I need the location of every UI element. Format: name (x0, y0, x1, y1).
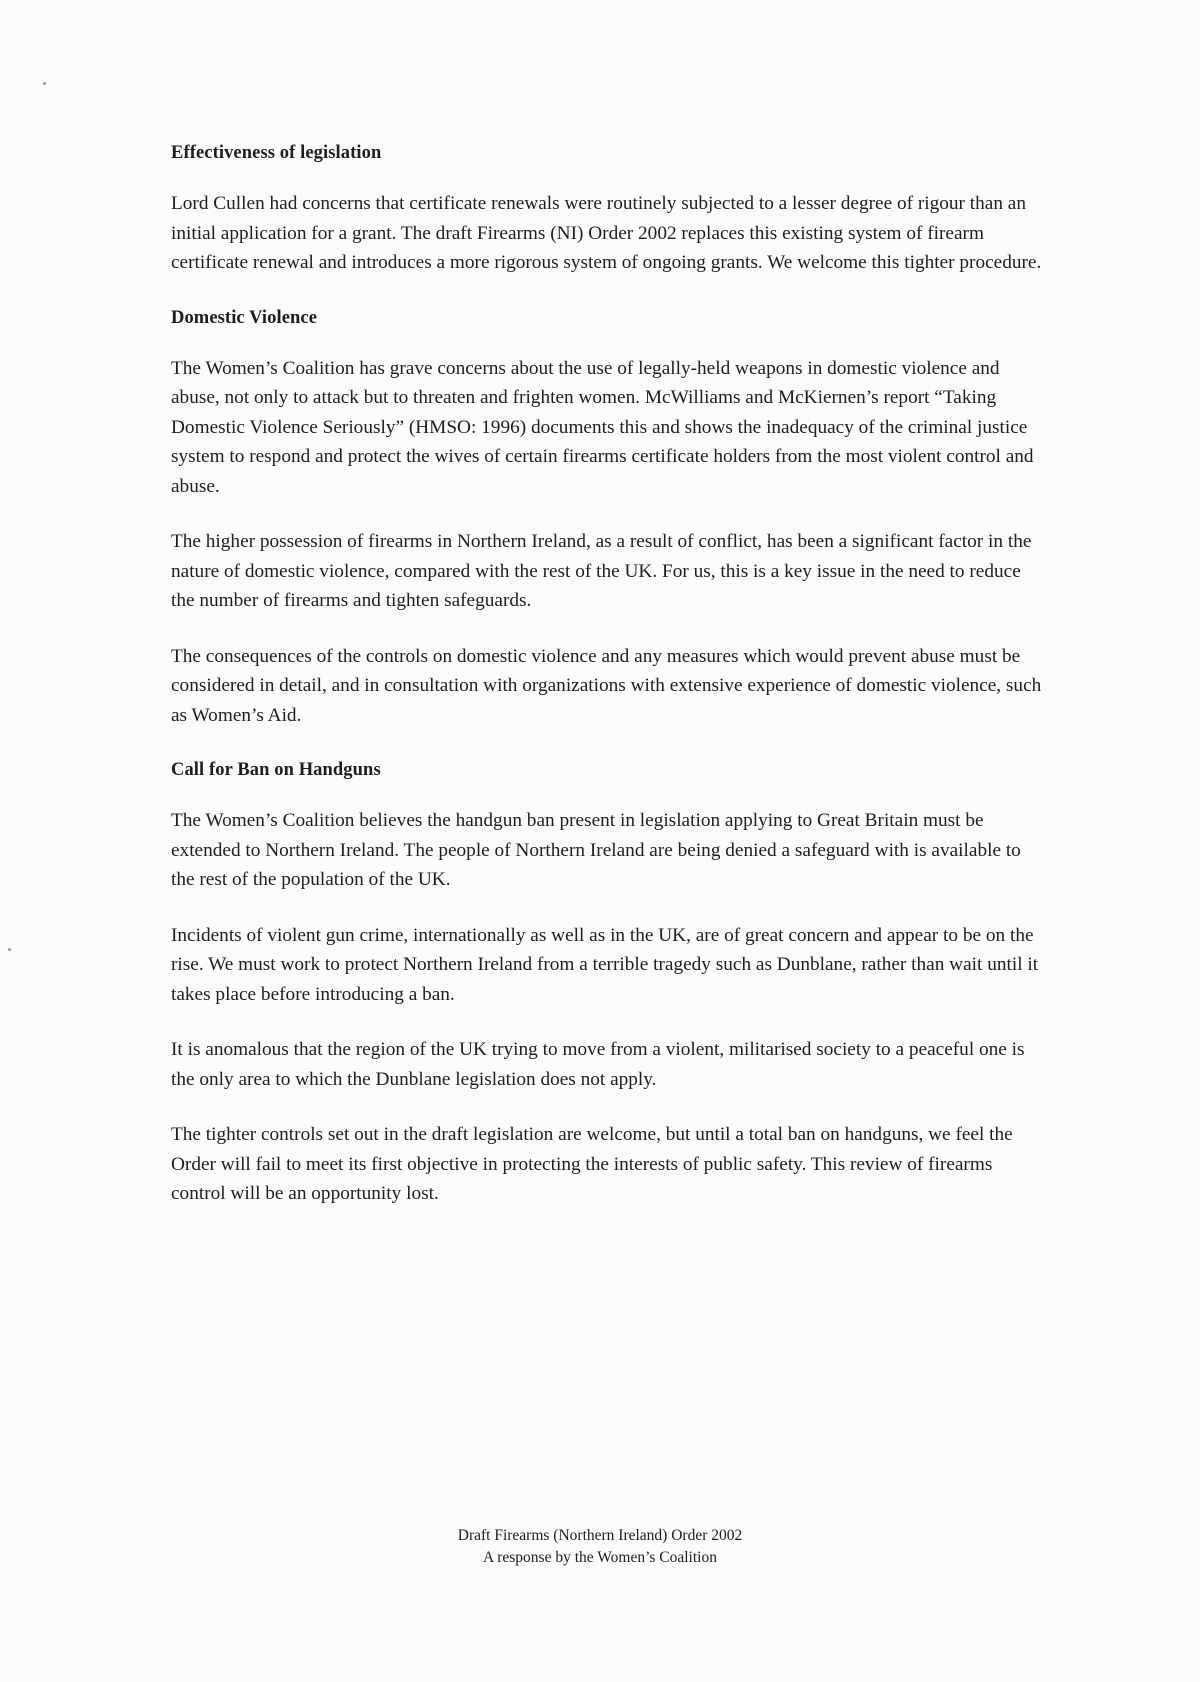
paragraph: The consequences of the controls on domestic violence and any measures which would prevent abuse must be considered in detail, and in consultation with organizations with extensive experience of domestic violence, such as Women’s Aid. (171, 645, 1042, 726)
paragraph: Incidents of violent gun crime, internationally as well as in the UK, are of great concern and appear to be on the rise. We must work to protect Northern Ireland from a terrible tragedy such as Dunblane, rather than wait until it takes place before introducing a ban. (171, 924, 1039, 1005)
paragraph: The Women’s Coalition has grave concerns about the use of legally-held weapons in domestic violence and abuse, not only to attack but to threaten and frighten women. McWilliams and McKiernen’s report “Taking Domestic Violence Seriously” (HMSO: 1996) documents this and shows the inadequacy of the criminal justice system to respond and protect the wives of certain firearms certificate holders from the most violent control and abuse. (171, 357, 1034, 497)
section-domestic-violence (171, 304, 1046, 731)
scan-speck (43, 82, 46, 85)
paragraph: Lord Cullen had concerns that certificate renewals were routinely subjected to a lesser degree of rigour than an initial application for a grant. The draft Firearms (NI) Order 2002 replaces this existing system of firearm certificate renewal and introduces a more rigorous system of ongoing grants. We welcome this tighter procedure. (171, 193, 1042, 273)
paragraph: It is anomalous that the region of the UK trying to move from a violent, militarised society to a peaceful one is the only area to which the Dunblane legislation does not apply. (171, 1039, 1025, 1090)
paragraph: The higher possession of firearms in Northern Ireland, as a result of conflict, has been a significant factor in the nature of domestic violence, compared with the rest of the UK. For us, this is a key issue in the need to reduce the number of firearms and tighten safeguards. (171, 531, 1032, 611)
footer-title: Draft Firearms (Northern Ireland) Order 2002 (457, 1527, 743, 1544)
document-body (171, 139, 1046, 1235)
paragraph: The tighter controls set out in the draft legislation are welcome, but until a total ban on handguns, we feel the Order will fail to meet its first objective in protecting the interests of public safety. This review of firearms control will be an opportunity lost. (171, 1124, 1013, 1204)
section-heading: Call for Ban on Handguns (171, 760, 381, 780)
scan-speck (8, 948, 11, 951)
page-footer (0, 1525, 1200, 1569)
section-heading: Effectiveness of legislation (171, 143, 382, 163)
section-handgun-ban (171, 756, 1046, 1209)
section-effectiveness (171, 139, 1046, 278)
footer-subtitle: A response by the Women’s Coalition (483, 1549, 717, 1566)
paragraph: The Women’s Coalition believes the handgun ban present in legislation applying to Great Britain must be extended to Northern Ireland. The people of Northern Ireland are being denied a safeguard with is available to the rest of the population of the UK. (171, 810, 1021, 890)
section-heading: Domestic Violence (171, 307, 318, 328)
